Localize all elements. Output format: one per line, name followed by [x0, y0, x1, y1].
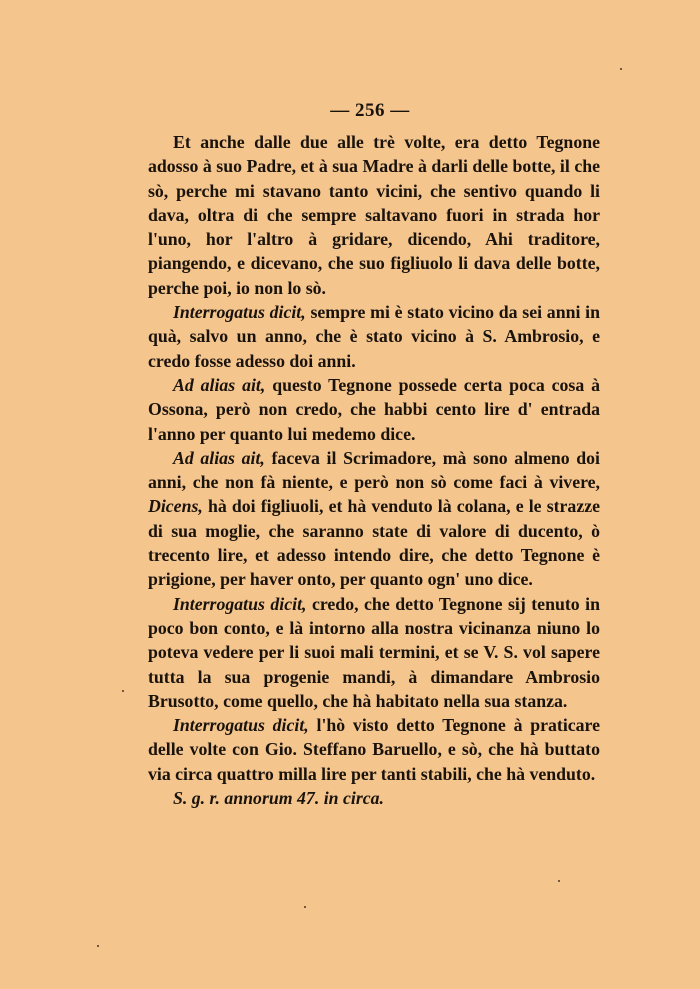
paragraph-1	[148, 130, 600, 300]
paper-speck	[620, 68, 622, 70]
paragraph-lead: Ad alias ait,	[173, 447, 265, 468]
paragraph-4	[148, 446, 600, 592]
paragraph-lead: Interrogatus dicit,	[173, 593, 307, 614]
paper-speck	[97, 945, 99, 947]
paragraph-text: faceva il Scrimadore, mà sono almeno doi anni, che non fà niente, e però non sò come faci à vivere,	[148, 447, 600, 493]
paragraph-3	[148, 373, 600, 446]
signature-line: S. g. r. annorum 47. in circa.	[173, 788, 384, 809]
paragraph-text: sempre mi è stato vicino da sei anni in quà, salvo un anno, che è stato vicino à S. Ambrosio, e credo fosse adesso doi anni.	[148, 302, 600, 371]
paragraph-lead: Interrogatus dicit,	[173, 302, 306, 323]
paper-speck	[304, 906, 306, 908]
page-number: — 256 —	[330, 100, 410, 121]
paragraph-text: l'hò visto detto Tegnone à praticare delle volte con Gio. Steffano Baruello, e sò, che hà buttato via circa quattro milla lire per tanti stabili, che hà venduto.	[148, 715, 601, 784]
paragraph-6	[148, 713, 600, 786]
paragraph-2	[148, 300, 600, 373]
paper-speck	[558, 880, 560, 882]
paragraph-lead-inline: Dicens,	[148, 496, 203, 517]
text-block	[148, 130, 600, 810]
paragraph-lead: Ad alias ait,	[173, 374, 266, 395]
paragraph-text: Et anche dalle due alle trè volte, era detto Tegnone adosso à suo Padre, et à sua Madre à darli delle botte, il che sò, perche mi stavano tanto vicini, che sentivo quando li dava, oltra di che sempre saltavano fuori in strada hor l'uno, hor l'altro à gridare, dicendo, Ahi traditore, piangendo, e dicevano, che suo figliuolo li dava delle botte, perche poi, io non lo sò.	[148, 132, 600, 298]
paper-speck	[122, 690, 124, 692]
paragraph-lead: Interrogatus dicit,	[173, 715, 309, 736]
paragraph-5	[148, 592, 600, 713]
paragraph-text: questo Tegnone possede certa poca cosa à Ossona, però non credo, che habbi cento lire d' entrada l'anno per quanto lui medemo dice.	[148, 374, 600, 444]
paragraph-text: credo, che detto Tegnone sij tenuto in poco bon conto, e là intorno alla nostra vicinanza niuno lo poteva vedere per li suoi mali termini, et se V. S. vol sapere tutta la sua progenie mandi, à dimandare Ambrosio Brusotto, come quello, che hà habitato nella sua stanza.	[148, 593, 600, 711]
paragraph-text-continued: hà doi figliuoli, et hà venduto là colana, e le strazze di sua moglie, che saranno state di valore di ducento, ò trecento lire, et adesso intendo dire, che detto Tegnone è prigione, per haver onto, per quanto ogn' uno dice.	[148, 496, 600, 590]
